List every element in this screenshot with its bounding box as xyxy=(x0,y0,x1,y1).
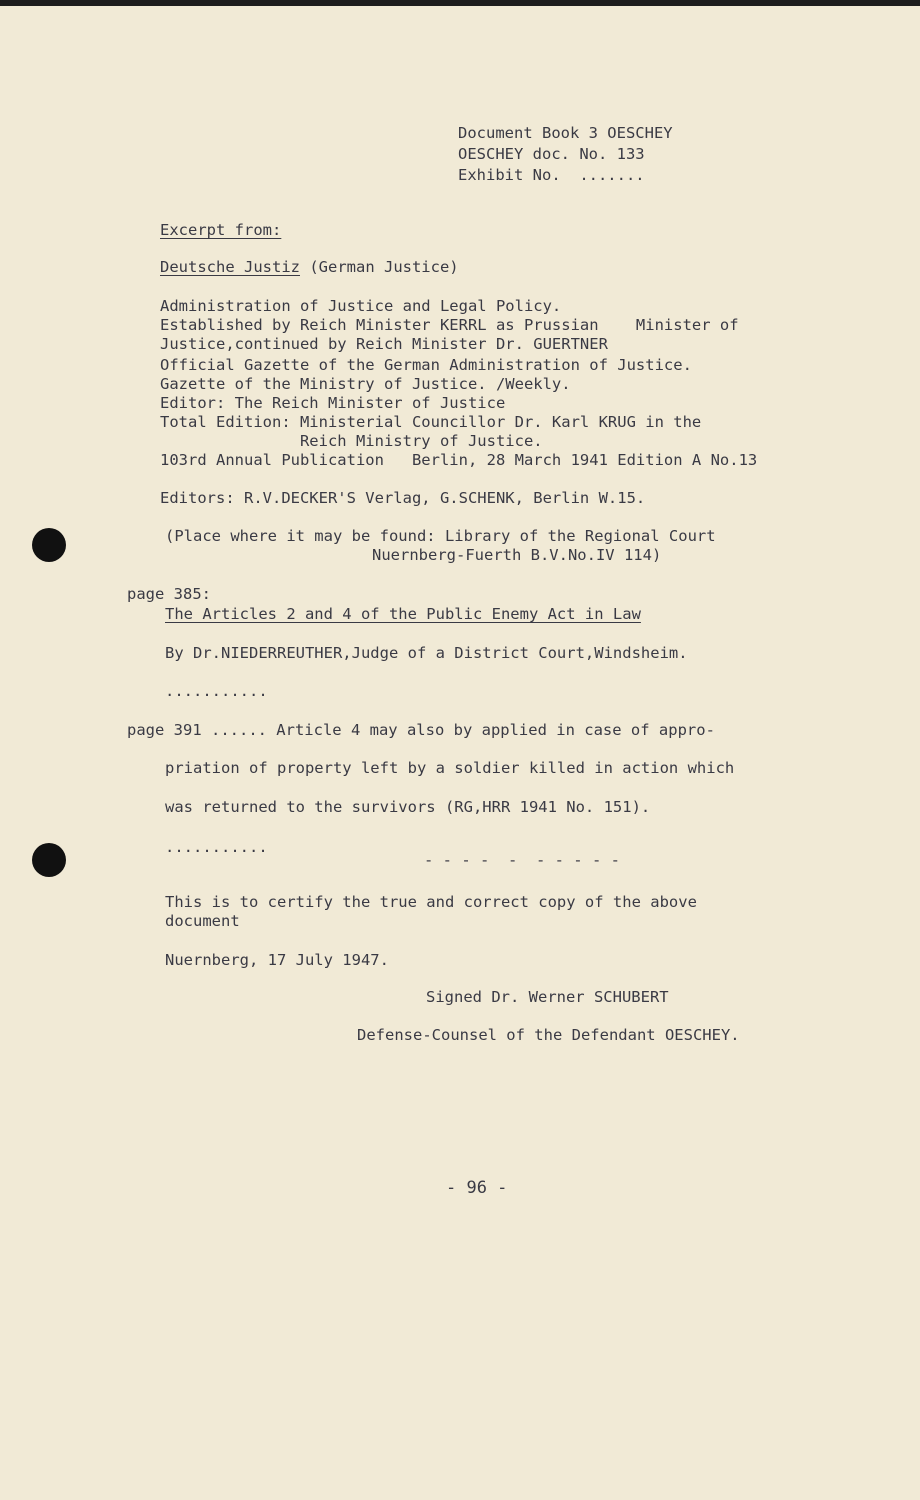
exhibit-number-line: Exhibit No. ....... xyxy=(458,166,645,184)
punch-hole-bottom xyxy=(32,843,66,877)
location-line-1: (Place where it may be found: Library of the Regional Court xyxy=(165,527,716,545)
excerpt-label: Excerpt from: xyxy=(160,221,282,239)
certification-line-2: document xyxy=(165,912,240,930)
page-391-line: was returned to the survivors (RG,HRR 1941 No. 151). xyxy=(165,798,651,816)
publication-line: Established by Reich Minister KERRL as Prussian Minister of xyxy=(160,316,739,334)
source-heading xyxy=(160,258,459,277)
place-and-date: Nuernberg, 17 July 1947. xyxy=(165,951,389,969)
page-385-label: page 385: xyxy=(127,585,211,603)
publication-line: Reich Ministry of Justice. xyxy=(160,432,543,450)
article-title: The Articles 2 and 4 of the Public Enemy Act in Law xyxy=(165,605,641,623)
document-number-line: OESCHEY doc. No. 133 xyxy=(458,145,645,163)
scan-top-edge xyxy=(0,0,920,6)
page-391-line: page 391 ...... Article 4 may also by applied in case of appro- xyxy=(127,721,715,739)
signature-role: Defense-Counsel of the Defendant OESCHEY. xyxy=(357,1026,740,1044)
source-title: Deutsche Justiz xyxy=(160,258,300,276)
publication-line: Official Gazette of the German Administration of Justice. xyxy=(160,356,692,374)
punch-hole-top xyxy=(32,528,66,562)
source-translation: (German Justice) xyxy=(309,258,459,276)
publication-line: Editor: The Reich Minister of Justice xyxy=(160,394,506,412)
page-391-line: priation of property left by a soldier killed in action which xyxy=(165,759,735,777)
article-author: By Dr.NIEDERREUTHER,Judge of a District Court,Windsheim. xyxy=(165,644,688,662)
document-book-line: Document Book 3 OESCHEY xyxy=(458,124,673,142)
publication-line: Gazette of the Ministry of Justice. /Weekly. xyxy=(160,375,571,393)
section-separator: - - - - - - - - - - xyxy=(424,851,620,869)
signature-line: Signed Dr. Werner SCHUBERT xyxy=(426,988,669,1006)
publication-line: Justice,continued by Reich Minister Dr. GUERTNER xyxy=(160,335,608,353)
omission-dots: ........... xyxy=(165,838,268,856)
location-line-2: Nuernberg-Fuerth B.V.No.IV 114) xyxy=(372,546,662,564)
editors-line: Editors: R.V.DECKER'S Verlag, G.SCHENK, Berlin W.15. xyxy=(160,489,646,507)
publication-line: 103rd Annual Publication Berlin, 28 March 1941 Edition A No.13 xyxy=(160,451,758,469)
page-number: - 96 - xyxy=(446,1178,508,1198)
publication-line: Administration of Justice and Legal Policy. xyxy=(160,297,562,315)
omission-dots: ........... xyxy=(165,682,268,700)
certification-line-1: This is to certify the true and correct copy of the above xyxy=(165,893,697,911)
publication-line: Total Edition: Ministerial Councillor Dr. Karl KRUG in the xyxy=(160,413,702,431)
